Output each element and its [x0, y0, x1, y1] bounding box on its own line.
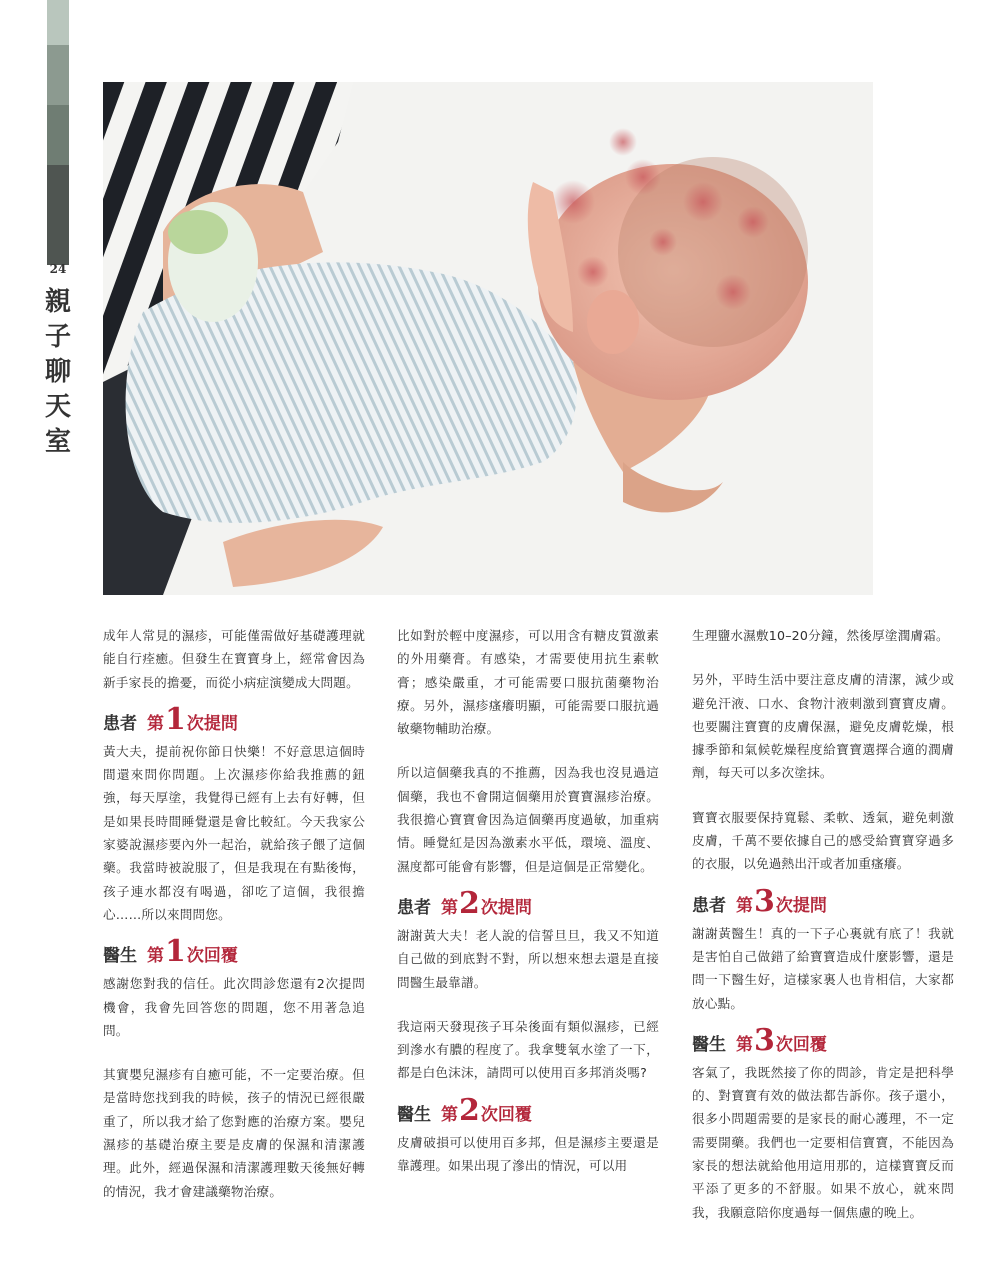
text-column-1 [103, 624, 365, 1203]
paragraph: 我這兩天發現孩子耳朵後面有類似濕疹，已經到滲水有膿的程度了。我拿雙氧水塗了一下，都是白色沫沫，請問可以使用百多邦消炎嗎? [397, 1018, 659, 1081]
paragraph: 其實嬰兒濕疹有自癒可能，不一定要治療。但是當時您找到我的時候，孩子的情況已經很嚴重了，所以我才給了您對應的治療方案。嬰兒濕疹的基礎治療主要是皮膚的保濕和清潔護理。此外，經過保濕和清潔護理數天後無好轉的情況，我才會建議藥物治療。 [103, 1067, 365, 1199]
section-title-char: 親 [44, 287, 71, 317]
heading-suffix: 次回覆 [480, 1104, 532, 1125]
reply-heading-1 [103, 934, 365, 972]
section-title-char: 子 [44, 322, 71, 352]
heading-prefix: 第 [441, 1104, 458, 1125]
heading-role: 醫生 [692, 1034, 726, 1055]
heading-number: 3 [754, 883, 775, 919]
sidebar-color-strip [47, 0, 69, 45]
page-number: 24 [49, 262, 67, 276]
section-title-char: 聊 [44, 357, 71, 387]
paragraph: 寶寶衣服要保持寬鬆、柔軟、透氣，避免刺激皮膚，千萬不要依據自己的感受給寶寶穿過多的衣服，以免過熱出汗或者加重瘙癢。 [692, 809, 954, 872]
question-heading-2 [397, 885, 659, 924]
section-title [44, 285, 72, 460]
paragraph: 比如對於輕中度濕疹，可以用含有糖皮質激素的外用藥膏。有感染，才需要使用抗生素軟膏；感染嚴重，才可能需要口服抗菌藥物治療。另外，濕疹瘙癢明顯，可能需要口服抗過敏藥物輔助治療。 [397, 628, 659, 737]
paragraph: 感謝您對我的信任。此次問診您還有2次提問機會，我會先回答您的問題，您不用著急追問。 [103, 976, 365, 1038]
heading-prefix: 第 [736, 1034, 753, 1055]
heading-role: 醫生 [397, 1104, 431, 1125]
heading-number: 1 [165, 701, 186, 737]
heading-role: 患者 [103, 713, 137, 734]
heading-number: 2 [459, 885, 480, 921]
section-title-char: 天 [44, 392, 71, 422]
paragraph: 所以這個藥我真的不推薦，因為我也沒見過這個藥，我也不會開這個藥用於寶寶濕疹治療。我很擔心寶寶會因為這個藥再度過敏，加重病情。睡覺紅是因為激素水平低，環境、溫度、濕度都可能會有影響，但是這個是正常變化。 [397, 765, 659, 874]
question-heading-3 [692, 883, 954, 922]
paragraph: 謝謝黃醫生！真的一下子心裏就有底了！我就是害怕自己做錯了給寶寶造成什麼影響，還是問一下醫生好，這樣家裏人也肯相信，大家都放心點。 [692, 925, 954, 1011]
paragraph: 皮膚破損可以使用百多邦，但是濕疹主要還是靠護理。如果出現了滲出的情況，可以用 [397, 1134, 659, 1174]
heading-suffix: 次提問 [186, 713, 238, 734]
heading-suffix: 次提問 [775, 895, 827, 916]
heading-prefix: 第 [147, 946, 164, 967]
heading-suffix: 次提問 [480, 897, 532, 918]
paragraph: 黃大夫，提前祝你節日快樂！不好意思這個時間還來問你問題。上次濕疹你給我推薦的鈕強，每天厚塗，我覺得已經有上去有好轉，但是如果長時間睡覺還是會比較紅。今天我家公家婆說濕疹要內外一起治，就給孩子餵了這個藥。我當時被說服了，但是我現在有點後悔，孩子連水都沒有喝過，卻吃了這個，我很擔心……所以來問問您。 [103, 743, 365, 922]
heading-number: 3 [754, 1022, 775, 1058]
text-column-2 [397, 624, 659, 1177]
heading-suffix: 次回覆 [775, 1034, 827, 1055]
sidebar-color-strip [47, 45, 69, 105]
question-heading-1 [103, 701, 365, 740]
paragraph: 客氣了，我既然接了你的問診，肯定是把科學的、對寶寶有效的做法都告訴你。孩子還小，很多小問題需要的是家長的耐心護理，不一定需要開藥。我們也一定要相信寶寶，不能因為家長的想法就給他用這用那的，這樣寶寶反而平添了更多的不舒服。如果不放心，就來問我，我願意陪你度過每一個焦慮的晚上。 [692, 1064, 954, 1220]
sidebar-color-strip [47, 165, 69, 265]
reply-heading-2 [397, 1092, 659, 1131]
heading-prefix: 第 [147, 713, 164, 734]
sidebar-color-strip [47, 105, 69, 165]
paragraph: 謝謝黃大夫！老人說的信誓旦旦，我又不知道自己做的到底對不對，所以想來想去還是直接問醫生最靠譜。 [397, 927, 659, 990]
heading-number: 2 [459, 1092, 480, 1128]
heading-prefix: 第 [441, 897, 458, 918]
heading-prefix: 第 [736, 895, 753, 916]
heading-role: 醫生 [103, 946, 137, 967]
paragraph: 成年人常見的濕疹，可能僅需做好基礎護理就能自行痊癒。但發生在寶寶身上，經常會因為新手家長的擔憂，而從小病症演變成大問題。 [103, 628, 365, 690]
section-title-char: 室 [44, 427, 71, 457]
heading-suffix: 次回覆 [186, 946, 238, 967]
heading-role: 患者 [397, 897, 431, 918]
paragraph: 生理鹽水濕敷10–20分鐘，然後厚塗潤膚霜。 [692, 628, 949, 643]
paragraph: 另外，平時生活中要注意皮膚的清潔，減少或避免汗液、口水、食物汁液刺激到寶寶皮膚。也要關注寶寶的皮膚保濕，避免皮膚乾燥，根據季節和氣候乾燥程度給寶寶選擇合適的潤膚劑，每天可以多次塗抹。 [692, 672, 954, 781]
text-column-3 [692, 624, 954, 1224]
baby-with-rash-photo [103, 82, 873, 595]
reply-heading-3 [692, 1022, 954, 1061]
heading-number: 1 [165, 934, 186, 970]
heading-role: 患者 [692, 895, 726, 916]
